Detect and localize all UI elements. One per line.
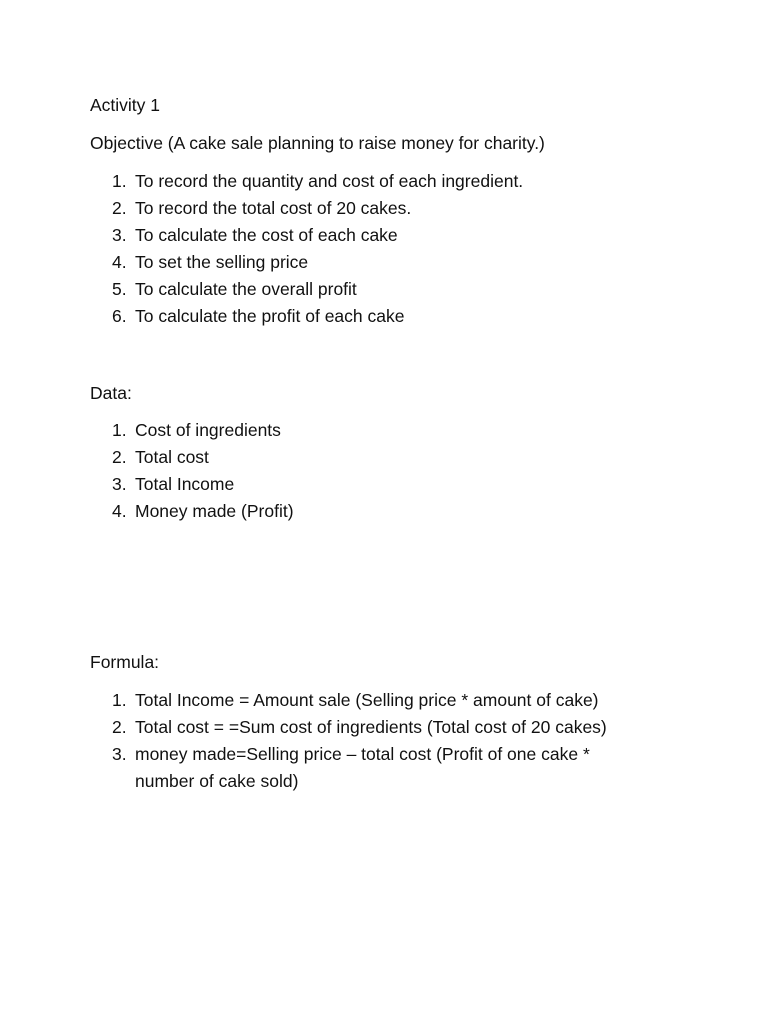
list-item xyxy=(90,741,635,795)
list-marker: 3. xyxy=(112,744,127,764)
data-heading: Data: xyxy=(90,383,132,403)
list-marker: 3. xyxy=(112,225,127,245)
list-item xyxy=(90,471,635,498)
list-item-text: To calculate the cost of each cake xyxy=(135,225,398,245)
list-marker: 5. xyxy=(112,279,127,299)
list-item-text: Total Income = Amount sale (Selling price * amount of cake) xyxy=(135,690,599,710)
list-item-text: Total cost = =Sum cost of ingredients (Total cost of 20 cakes) xyxy=(135,717,607,737)
list-item xyxy=(90,249,635,276)
list-item-text: money made=Selling price – total cost (Profit of one cake * number of cake sold) xyxy=(135,744,590,791)
list-item xyxy=(90,303,635,330)
objective-list xyxy=(90,168,635,330)
list-item xyxy=(90,444,635,471)
list-marker: 3. xyxy=(112,474,127,494)
list-marker: 4. xyxy=(112,252,127,272)
list-item xyxy=(90,714,635,741)
list-item xyxy=(90,222,635,249)
list-marker: 2. xyxy=(112,717,127,737)
list-item xyxy=(90,498,635,525)
list-item-text: To calculate the profit of each cake xyxy=(135,306,405,326)
list-item-text: To calculate the overall profit xyxy=(135,279,357,299)
list-marker: 1. xyxy=(112,420,127,440)
list-item xyxy=(90,195,635,222)
list-item xyxy=(90,417,635,444)
formula-heading: Formula: xyxy=(90,652,160,672)
list-marker: 1. xyxy=(112,171,127,191)
list-marker: 4. xyxy=(112,501,127,521)
objective-heading: Objective (A cake sale planning to raise money for charity.) xyxy=(90,133,545,153)
data-list xyxy=(90,417,635,525)
formula-list xyxy=(90,687,635,795)
activity-title: Activity 1 xyxy=(90,95,161,115)
list-item-text: Cost of ingredients xyxy=(135,420,281,440)
list-item xyxy=(90,168,635,195)
list-marker: 1. xyxy=(112,690,127,710)
list-item-text: To set the selling price xyxy=(135,252,309,272)
list-item-text: Total cost xyxy=(135,447,209,467)
list-marker: 2. xyxy=(112,447,127,467)
list-item-text: Money made (Profit) xyxy=(135,501,294,521)
list-item-text: To record the total cost of 20 cakes. xyxy=(135,198,412,218)
list-item xyxy=(90,687,635,714)
list-marker: 6. xyxy=(112,306,127,326)
list-item-text: To record the quantity and cost of each ingredient. xyxy=(135,171,524,191)
list-item xyxy=(90,276,635,303)
list-item-text: Total Income xyxy=(135,474,235,494)
list-marker: 2. xyxy=(112,198,127,218)
